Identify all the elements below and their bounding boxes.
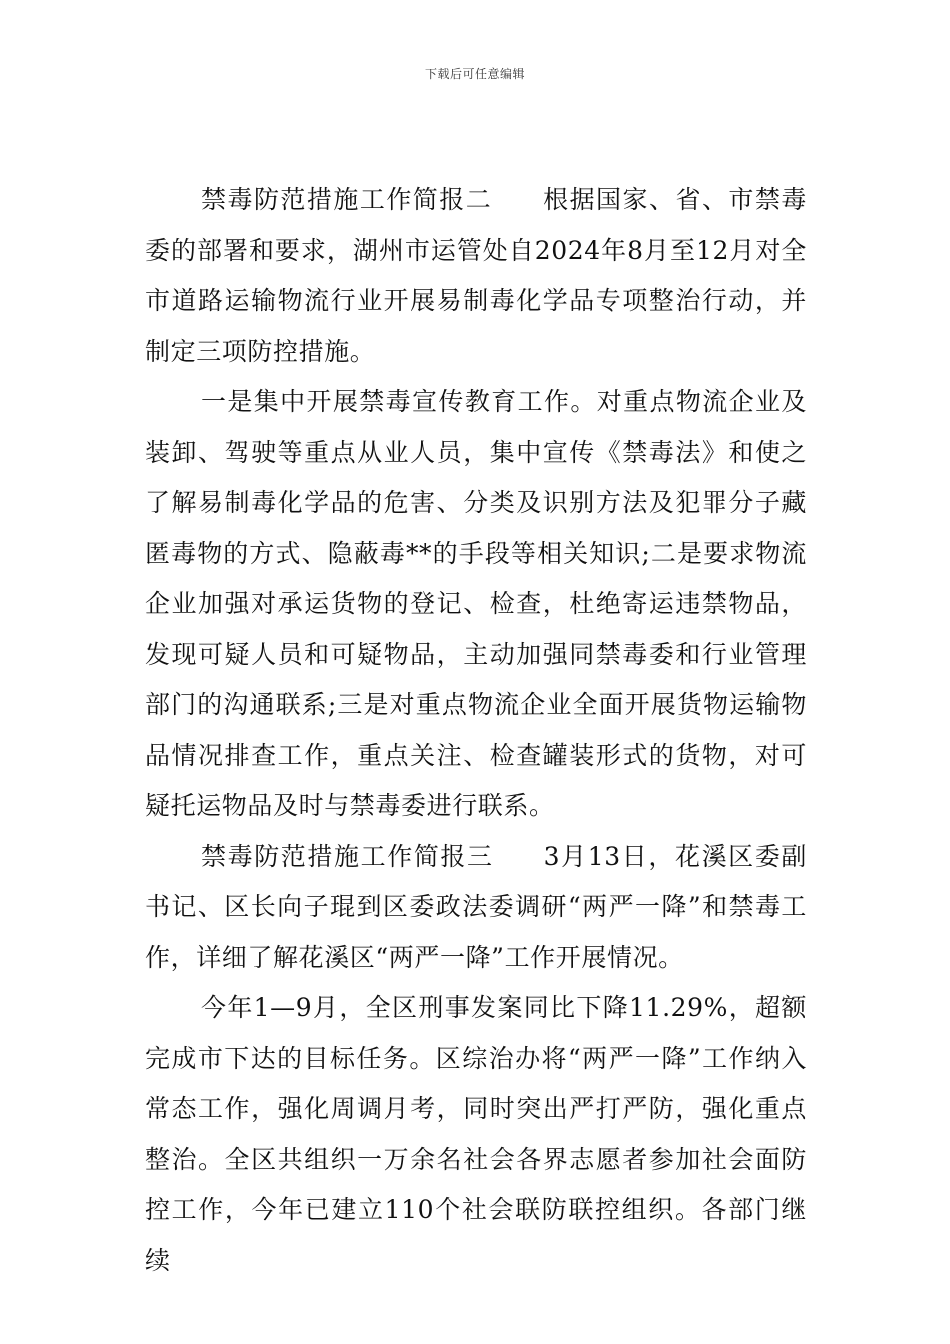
section-title: 禁毒防范措施工作简报三 (201, 841, 494, 871)
paragraph-text: 今年1—9月，全区刑事发案同比下降11.29%，超额完成市下达的目标任务。区综治办将“两严一降”工作纳入常态工作，强化周调月考，同时突出严打严防，强化重点整治。全区共组织一万余名社会各界志愿者参加社会面防控工作，今年已建立110个社会联防联控组织。各部门继续 (145, 993, 807, 1275)
document-body (145, 175, 807, 1286)
paragraph-text: 根据国家、省、市禁毒委的部署和要求，湖州市运管处自2024年8月至12月对全市道路运输物流行业开展易制毒化学品专项整治行动，并制定三项防控措施。 (145, 185, 807, 366)
paragraph-statistics (145, 983, 807, 1286)
paragraph-text: 3月13日，花溪区委副书记、区长向子琨到区委政法委调研“两严一降”和禁毒工作，详细了解花溪区“两严一降”工作开展情况。 (145, 841, 807, 972)
page-header: 下载后可任意编辑 (424, 67, 525, 81)
paragraph-briefing-two (145, 175, 807, 377)
paragraph-measures (145, 377, 807, 832)
paragraph-briefing-three (145, 832, 807, 984)
section-title: 禁毒防范措施工作简报二 (201, 185, 493, 214)
paragraph-text: 一是集中开展禁毒宣传教育工作。对重点物流企业及装卸、驾驶等重点从业人员，集中宣传《禁毒法》和使之了解易制毒化学品的危害、分类及识别方法及犯罪分子藏匿毒物的方式、隐蔽毒**的手段等相关知识;二是要求物流企业加强对承运货物的登记、检查，杜绝寄运违禁物品，发现可疑人员和可疑物品，主动加强同禁毒委和行业管理部门的沟通联系;三是对重点物流企业全面开展货物运输物品情况排查工作，重点关注、检查罐装形式的货物，对可疑托运物品及时与禁毒委进行联系。 (145, 387, 807, 820)
